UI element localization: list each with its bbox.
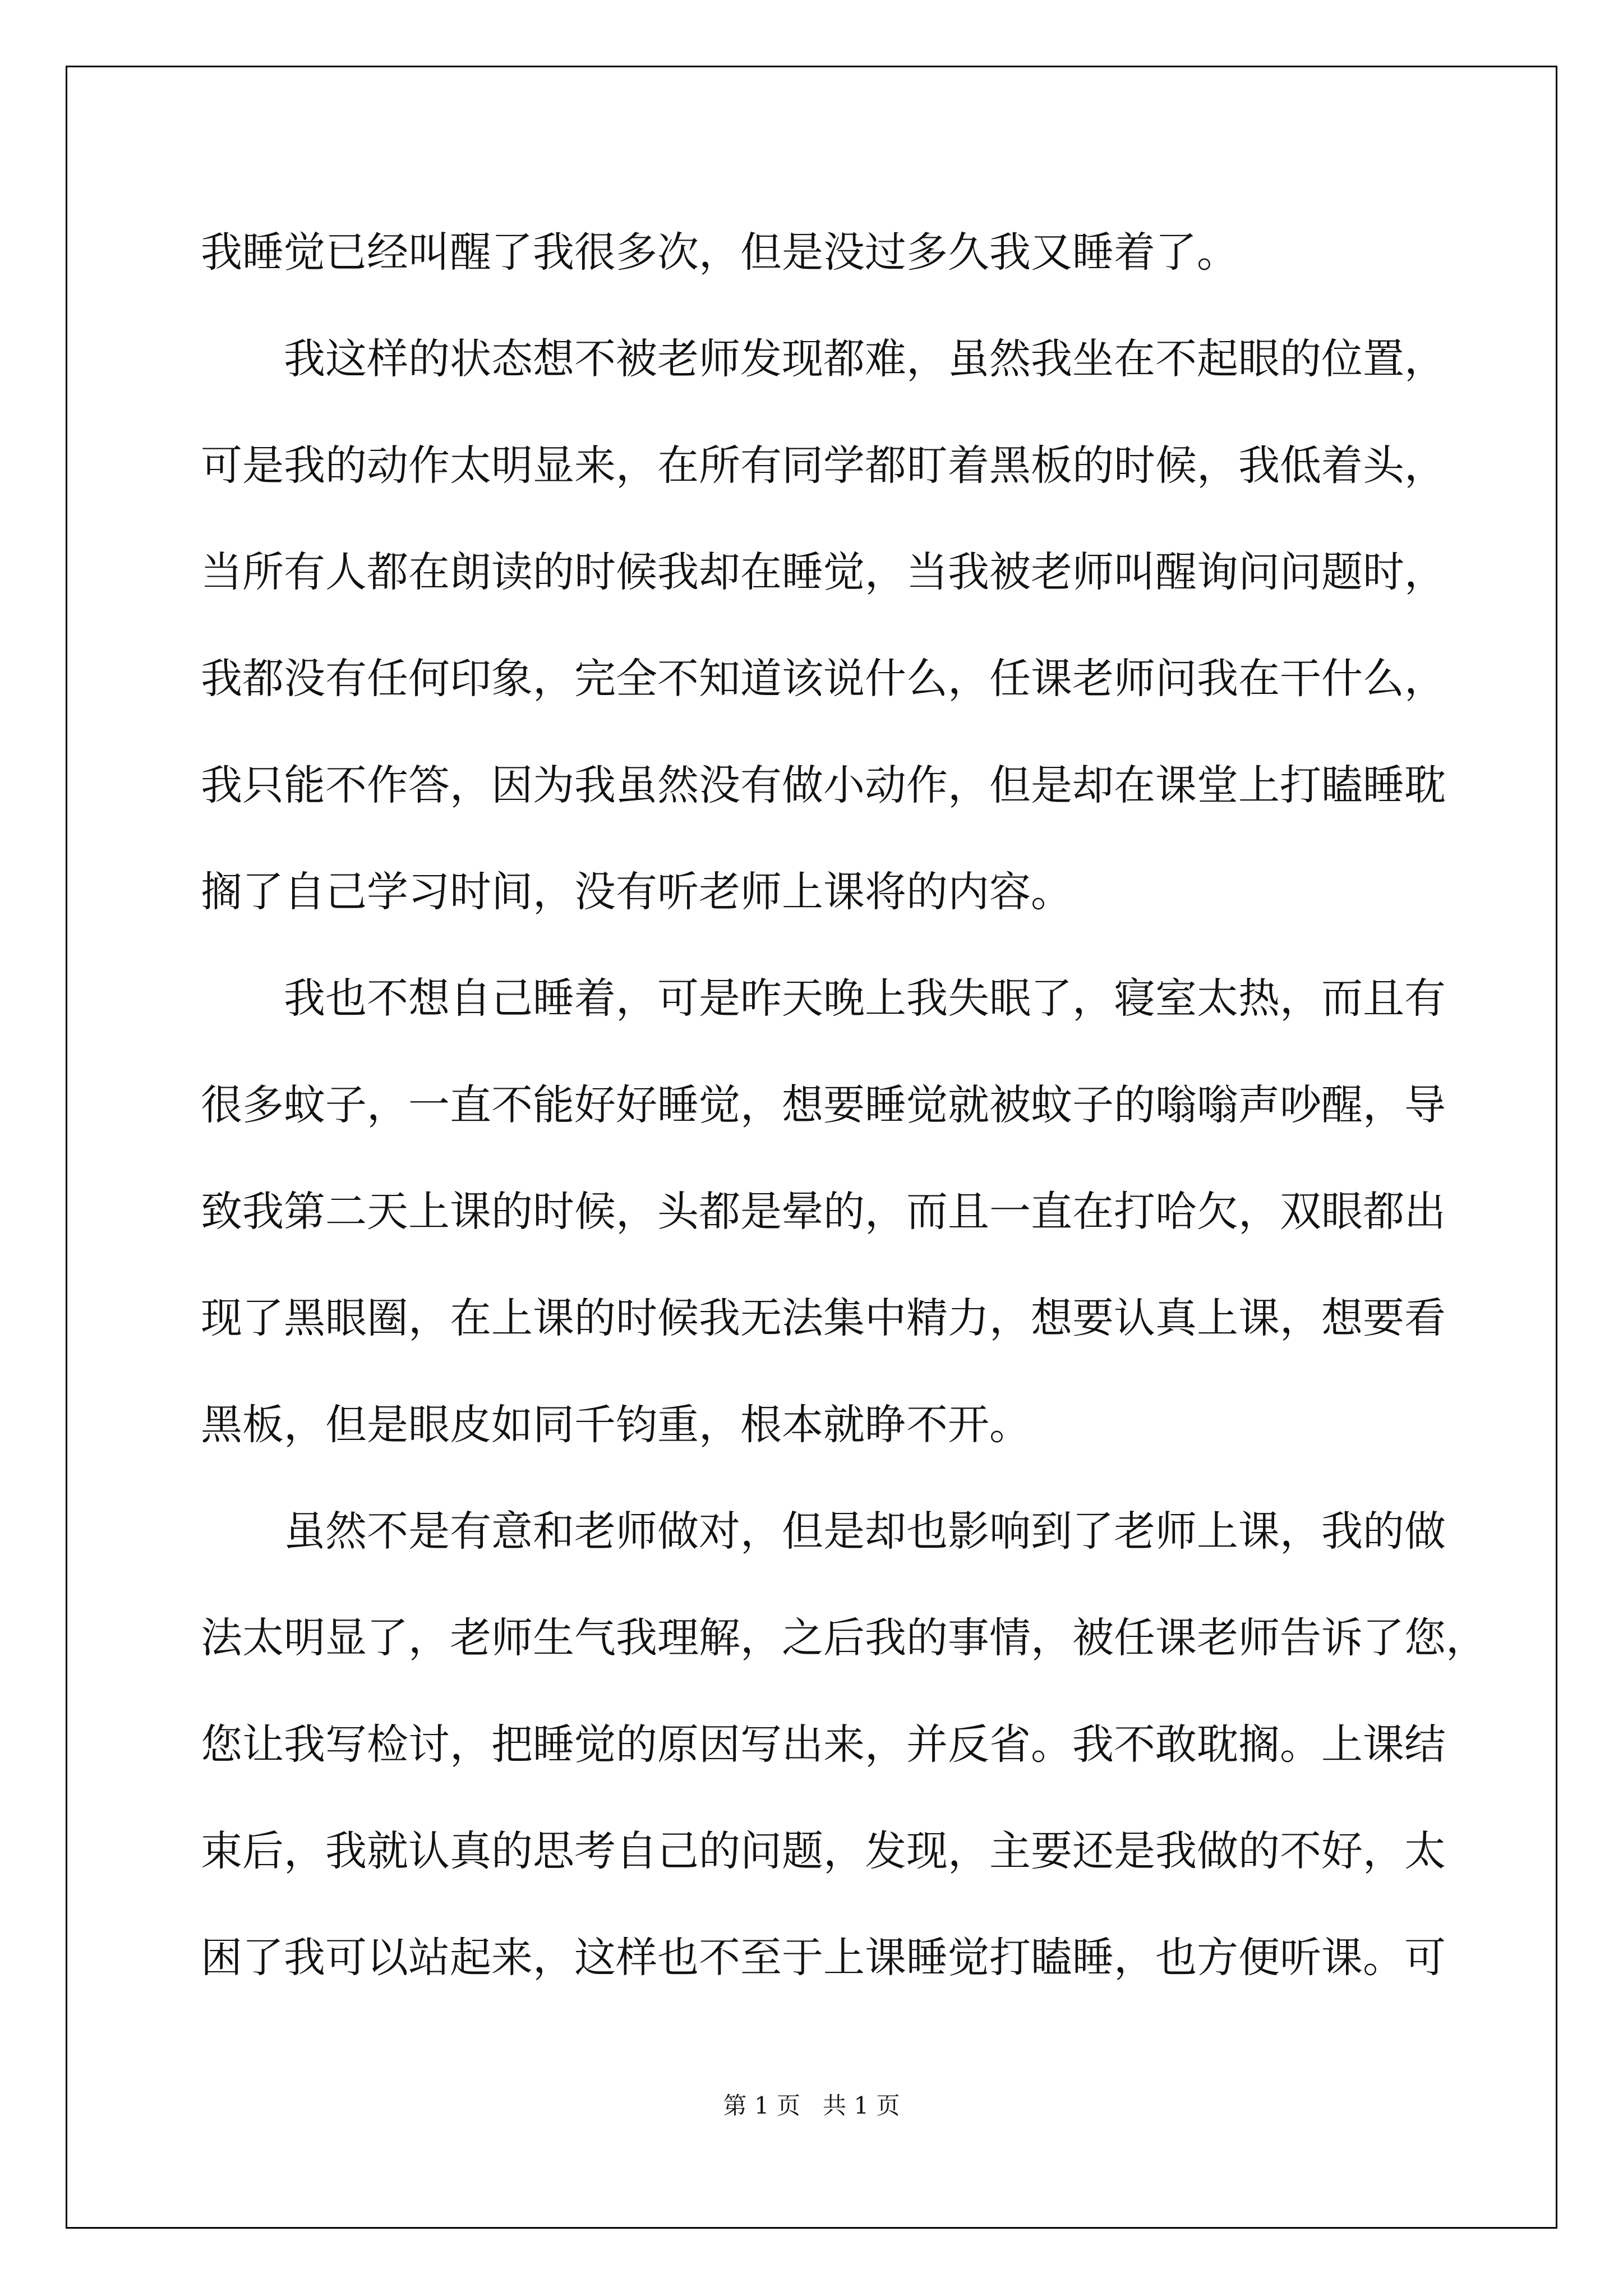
text-line: 可是我的动作太明显来，在所有同学都盯着黑板的时候，我低着头， (201, 441, 1446, 490)
text-line: 法太明显了，老师生气我理解，之后我的事情，被任课老师告诉了您， (201, 1614, 1487, 1662)
text-line: 我这样的状态想不被老师发现都难，虽然我坐在不起眼的位置， (284, 335, 1446, 383)
text-line: 困了我可以站起来，这样也不至于上课睡觉打瞌睡，也方便听课。可 (201, 1934, 1446, 1982)
text-line: 致我第二天上课的时候，头都是晕的，而且一直在打哈欠，双眼都出 (201, 1188, 1446, 1236)
text-line: 当所有人都在朗读的时候我却在睡觉，当我被老师叫醒询问问题时， (201, 548, 1446, 596)
text-line: 很多蚊子，一直不能好好睡觉，想要睡觉就被蚊子的嗡嗡声吵醒，导 (201, 1081, 1446, 1129)
text-line: 我也不想自己睡着，可是昨天晚上我失眠了，寝室太热，而且有 (284, 974, 1446, 1023)
page-footer: 第 1 页 共 1 页 (723, 2092, 900, 2119)
text-line: 您让我写检讨，把睡觉的原因写出来，并反省。我不敢耽搁。上课结 (201, 1720, 1446, 1769)
text-line: 我都没有任何印象，完全不知道该说什么，任课老师问我在干什么， (201, 655, 1446, 703)
text-line: 现了黑眼圈，在上课的时候我无法集中精力，想要认真上课，想要看 (201, 1294, 1446, 1342)
text-line: 束后，我就认真的思考自己的问题，发现，主要还是我做的不好，太 (201, 1827, 1446, 1875)
text-line: 搁了自己学习时间，没有听老师上课将的内容。 (201, 868, 1072, 916)
text-line: 我睡觉已经叫醒了我很多次，但是没过多久我又睡着了。 (201, 228, 1238, 277)
text-line: 虽然不是有意和老师做对，但是却也影响到了老师上课，我的做 (284, 1507, 1446, 1556)
text-line: 我只能不作答，因为我虽然没有做小动作，但是却在课堂上打瞌睡耽 (201, 761, 1446, 809)
text-line: 黑板，但是眼皮如同千钧重，根本就睁不开。 (201, 1401, 1031, 1449)
